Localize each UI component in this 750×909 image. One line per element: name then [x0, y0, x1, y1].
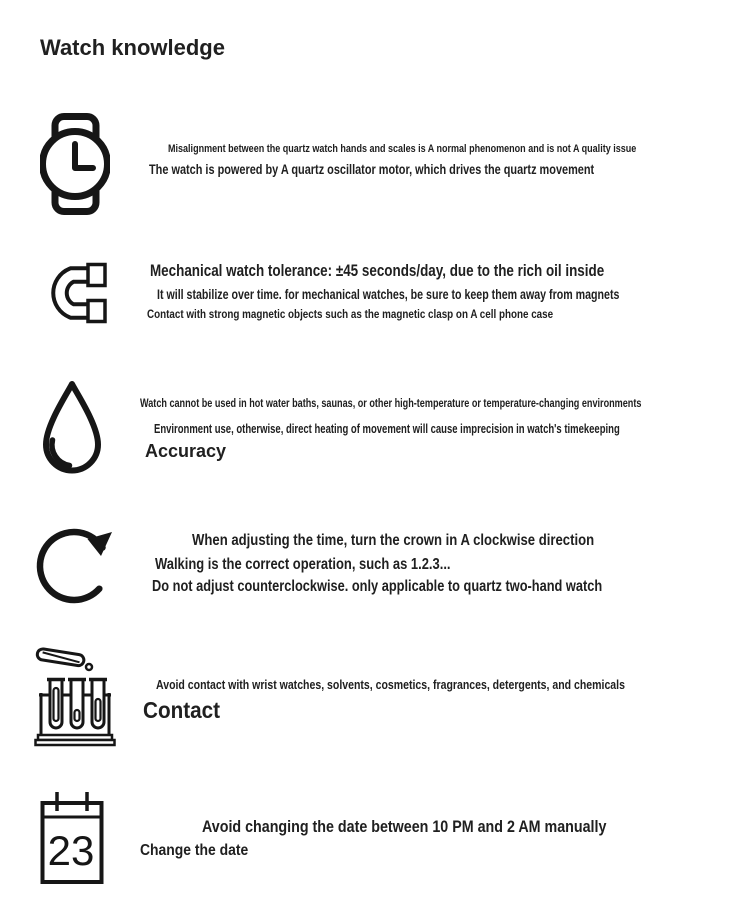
calendar-icon [40, 789, 104, 885]
text-line: Avoid changing the date between 10 PM and 2 AM manually [202, 817, 607, 836]
text-line: Walking is the correct operation, such as 1.2.3... [155, 556, 451, 573]
page-title: Watch knowledge [40, 35, 225, 60]
text-line: The watch is powered by A quartz oscillator motor, which drives the quartz movement [149, 161, 595, 177]
water-drop-icon [38, 377, 106, 481]
section-keyword: Accuracy [145, 441, 227, 461]
calendar-day-number: 23 [47, 827, 95, 874]
text-line: Environment use, otherwise, direct heating of movement will cause imprecision in watch's timekeeping [154, 422, 620, 436]
section-keyword: Contact [143, 697, 221, 723]
text-line: When adjusting the time, turn the crown in A clockwise direction [192, 532, 595, 549]
text-line: Change the date [140, 842, 249, 859]
magnet-icon [37, 260, 111, 326]
text-line: It will stabilize over time. for mechanical watches, be sure to keep them away from magnets [157, 286, 620, 302]
wristwatch-icon [40, 112, 110, 216]
text-line: Watch cannot be used in hot water baths, saunas, or other high-temperature or temperature-changing environments [140, 398, 642, 410]
text-line: Do not adjust counterclockwise. only applicable to quartz two-hand watch [152, 578, 603, 595]
text-line: Contact with strong magnetic objects such as the magnetic clasp on A cell phone case [147, 307, 554, 321]
test-tubes-icon [34, 642, 116, 748]
text-line: Mechanical watch tolerance: ±45 seconds/day, due to the rich oil inside [150, 261, 605, 280]
text-line: Misalignment between the quartz watch hands and scales is A normal phenomenon and is not A quality issue [168, 143, 637, 155]
clockwise-rotation-icon [36, 518, 114, 610]
text-line: Avoid contact with wrist watches, solvents, cosmetics, fragrances, detergents, and chemicals [156, 677, 625, 692]
